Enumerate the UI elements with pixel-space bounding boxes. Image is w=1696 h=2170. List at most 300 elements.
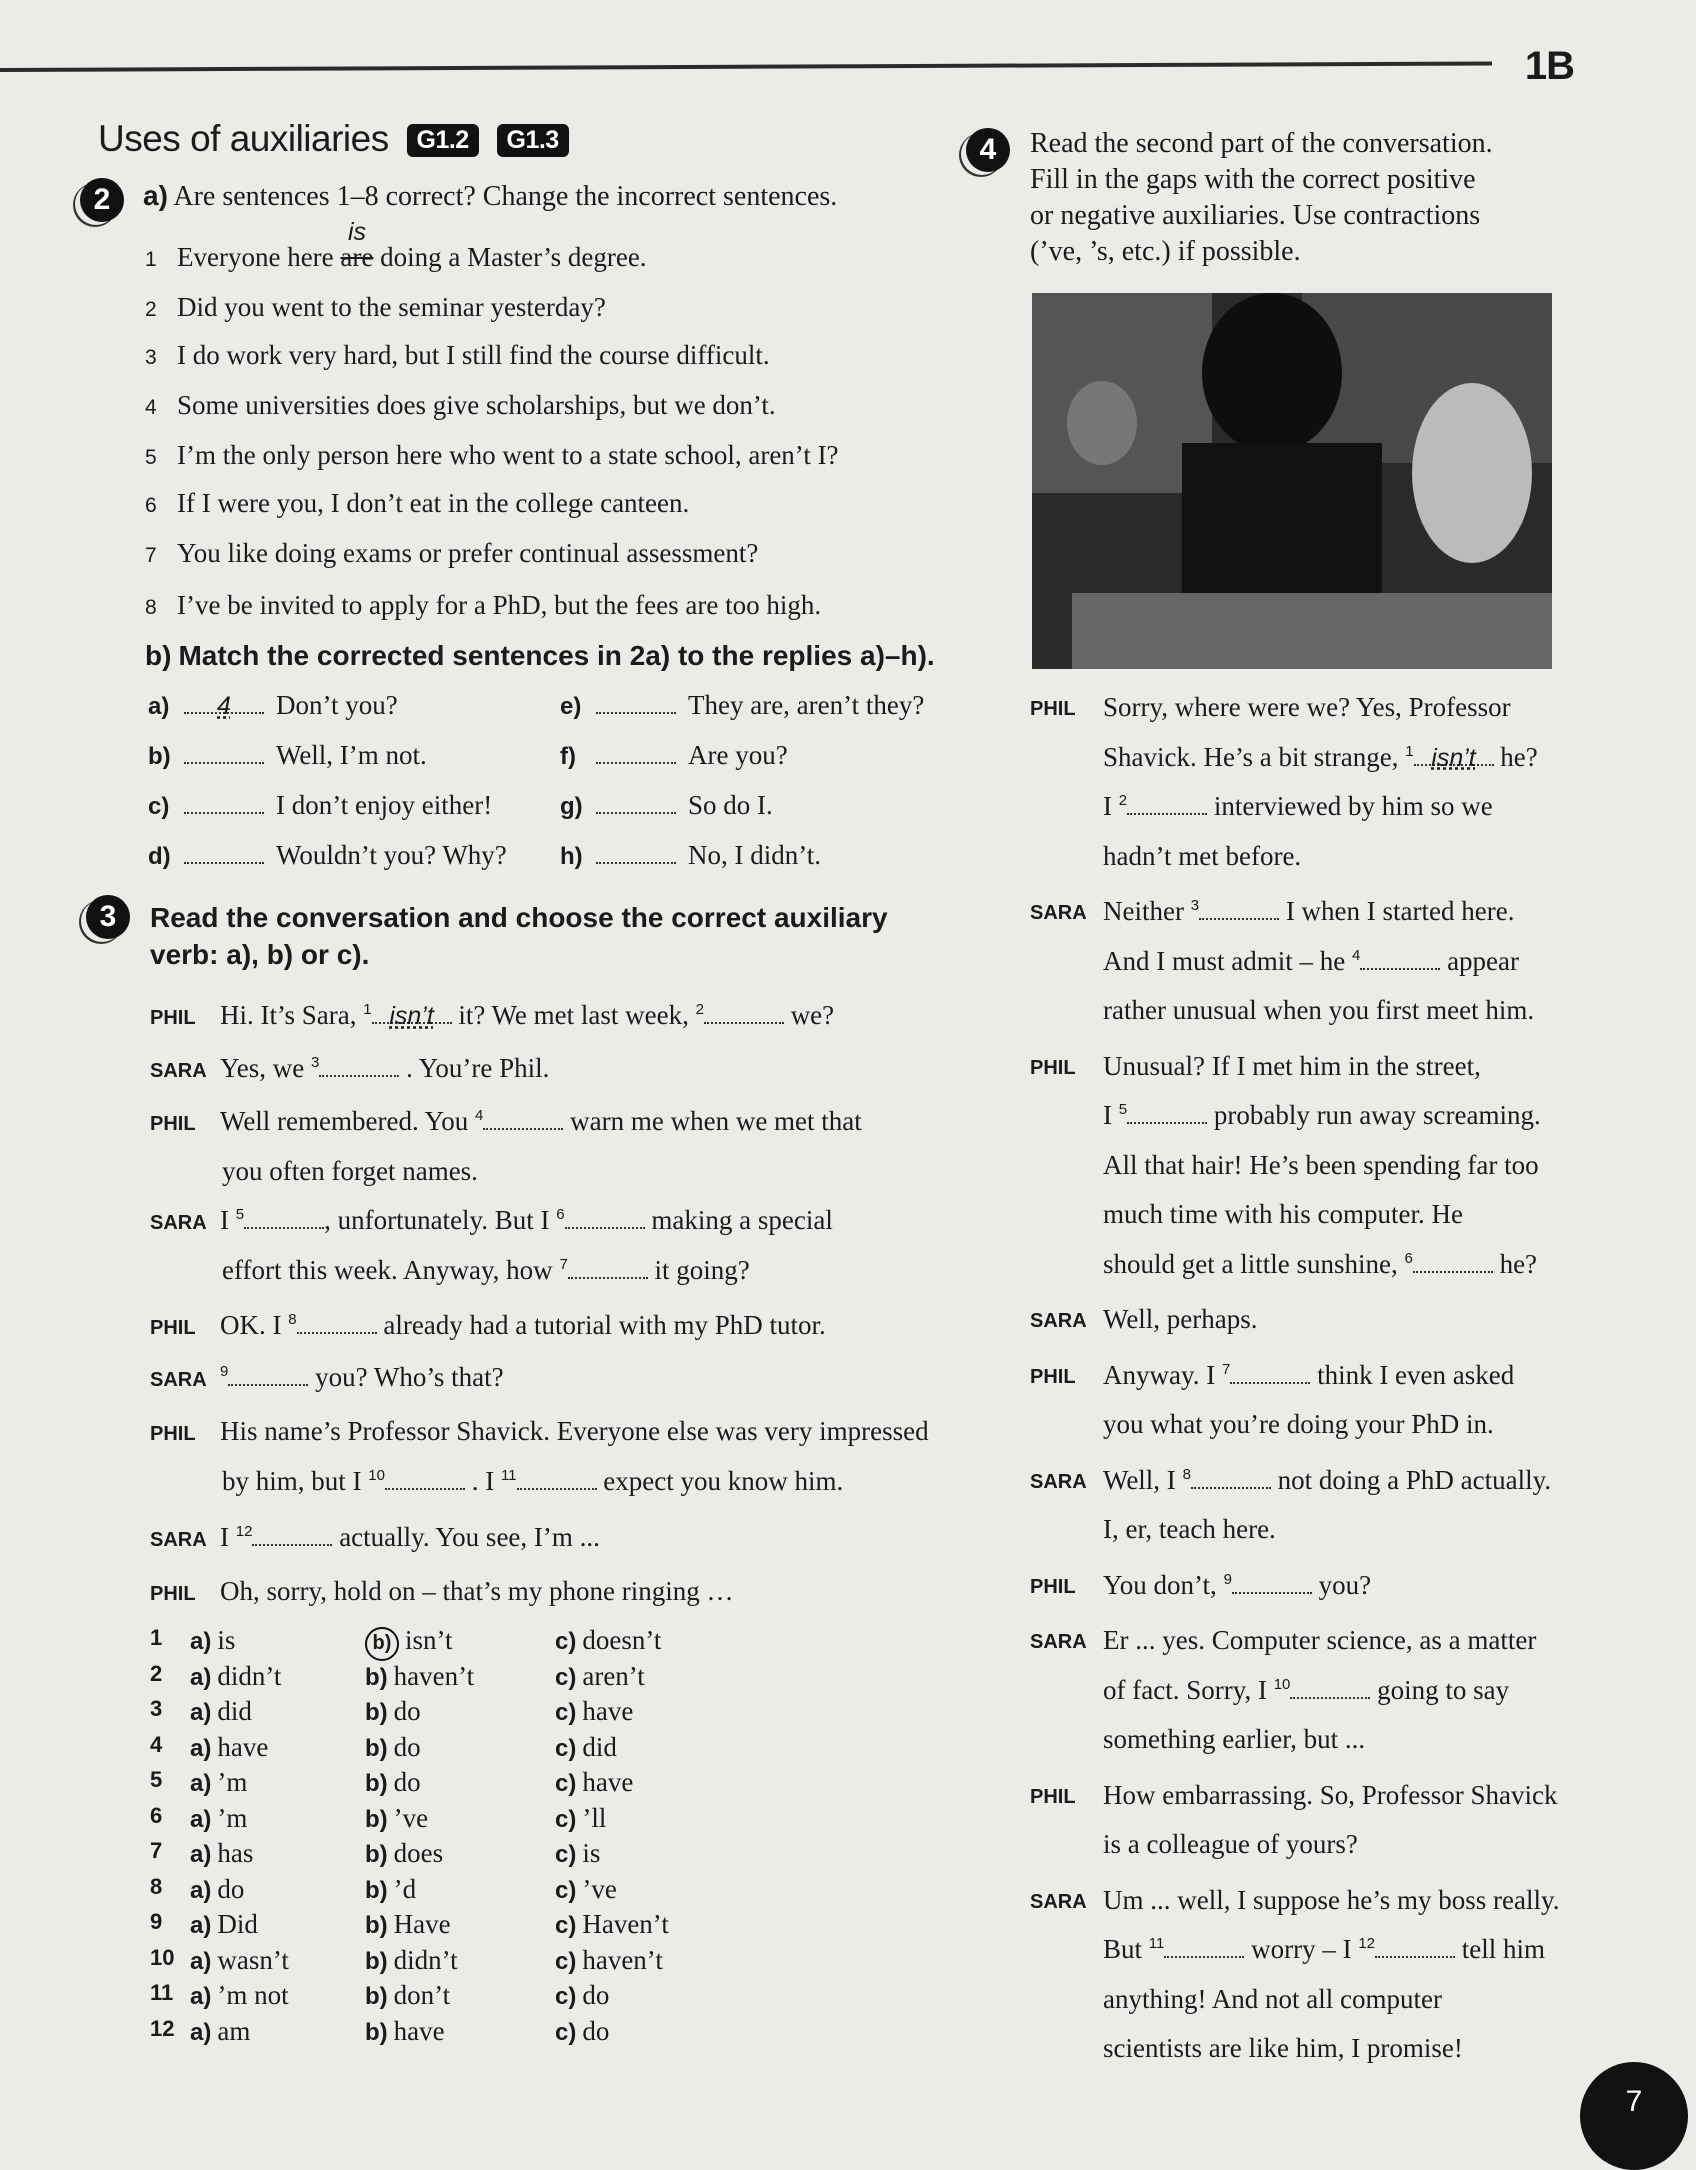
speaker-label: PHIL (150, 1423, 196, 1445)
option-a[interactable] (190, 1767, 247, 1798)
option-letter: b) (365, 1734, 388, 1762)
ex4-instruction-line: Read the second part of the conversation. (1030, 128, 1493, 159)
speaker-label: PHIL (1030, 1365, 1076, 1388)
dialogue-text: . You’re Phil. (399, 1053, 550, 1083)
reply-item (148, 840, 507, 871)
option-number: 4 (150, 1731, 163, 1757)
option-a[interactable] (190, 1661, 281, 1692)
option-letter: b) (365, 1663, 388, 1691)
answer-gap[interactable] (568, 1255, 648, 1279)
exercise-3-number: 3 (86, 895, 130, 939)
option-a[interactable] (190, 1980, 289, 2011)
option-b[interactable] (365, 1945, 458, 1976)
gap-number: 5 (1118, 1101, 1128, 1118)
dialogue-text: he? (1493, 741, 1538, 772)
option-text: do (393, 1696, 421, 1726)
option-text: do (217, 1873, 245, 1904)
answer-gap[interactable] (1290, 1675, 1370, 1699)
dialogue-text: effort this week. Anyway, how (222, 1255, 560, 1285)
sentence-number: 7 (145, 544, 157, 567)
dialogue-line (1103, 1724, 1365, 1755)
dialogue-text: much time with his computer. He (1103, 1199, 1463, 1229)
dialogue-text: he? (1492, 1248, 1538, 1279)
reply-item (560, 690, 924, 721)
option-c[interactable] (555, 1661, 645, 1692)
reply-text: I don’t enjoy either! (276, 790, 493, 820)
speaker-label: SARA (1030, 1890, 1087, 1913)
gap-number: 2 (695, 1001, 704, 1018)
option-letter: b) (365, 1699, 388, 1726)
option-text: haven’t (393, 1660, 475, 1691)
gap-number: 9 (1223, 1570, 1232, 1588)
gap-number: 7 (1221, 1360, 1231, 1378)
dialogue-line (1103, 1199, 1463, 1230)
option-c[interactable] (555, 1945, 663, 1976)
option-letter: a) (190, 1699, 212, 1726)
dialogue-text: already had a tutorial with my PhD tutor. (376, 1310, 826, 1340)
option-text: Did (217, 1909, 258, 1939)
answer-gap[interactable] (1232, 1570, 1312, 1594)
option-text: wasn’t (217, 1944, 289, 1975)
option-number: 6 (150, 1802, 163, 1828)
option-a[interactable] (190, 1696, 252, 1727)
option-letter: a) (190, 1734, 212, 1762)
option-text: have (393, 2015, 445, 2046)
dialogue-line (1103, 1100, 1541, 1131)
answer-gap[interactable] (1375, 1934, 1455, 1958)
dialogue-text: All that hair! He’s been spending far too (1103, 1149, 1539, 1180)
grammar-ref-badge-1: G1.2 (407, 124, 479, 157)
dialogue-text: you? (1311, 1569, 1372, 1600)
reply-letter: d) (148, 843, 171, 870)
gap-number: 10 (1273, 1675, 1291, 1693)
dialogue-line (1103, 1360, 1514, 1391)
option-a[interactable] (190, 1945, 289, 1976)
option-b[interactable] (365, 1838, 443, 1869)
dialogue-line (1103, 1051, 1481, 1082)
dialogue-text: you? Who’s that? (308, 1362, 504, 1392)
dialogue-text: tell him (1455, 1934, 1546, 1964)
option-number: 1 (150, 1625, 163, 1650)
dialogue-text: should get a little sunshine, (1103, 1248, 1405, 1279)
option-c[interactable] (555, 1909, 669, 1940)
dialogue-text: Well, perhaps. (1103, 1304, 1258, 1334)
option-text: aren’t (582, 1660, 645, 1691)
gap-number: 12 (1358, 1935, 1376, 1952)
option-number: 2 (150, 1660, 163, 1686)
dialogue-line (1103, 995, 1534, 1026)
option-b[interactable] (365, 1732, 421, 1763)
option-text: Have (393, 1909, 451, 1939)
answer-gap[interactable] (517, 1466, 597, 1490)
speaker-label: PHIL (1030, 698, 1076, 720)
reply-text: They are, aren’t they? (688, 690, 925, 720)
option-letter: a) (190, 1805, 212, 1833)
dialogue-line (1103, 1625, 1536, 1656)
dialogue-text: Well remembered. You (220, 1106, 476, 1136)
reply-text: No, I didn’t. (688, 840, 821, 870)
dialogue-line (1103, 1885, 1559, 1916)
dialogue-text: But (1103, 1934, 1149, 1964)
option-number: 11 (150, 1980, 174, 2005)
dialogue-line (150, 1362, 504, 1393)
option-c[interactable] (555, 1696, 633, 1727)
speaker-label: PHIL (1030, 1785, 1076, 1808)
option-b[interactable] (365, 1661, 474, 1692)
option-b[interactable] (365, 1625, 453, 1661)
option-letter: c) (555, 1983, 577, 2010)
answer-gap[interactable] (385, 1466, 465, 1490)
answer-gap[interactable] (1127, 791, 1207, 815)
answer-gap[interactable] (596, 840, 676, 864)
sentence-text: Did you went to the seminar yesterday? (177, 292, 606, 322)
dialogue-line (1103, 1465, 1551, 1496)
reply-text: Are you? (688, 740, 788, 770)
dialogue-line (1103, 692, 1511, 723)
gap-number: 6 (1404, 1249, 1413, 1267)
dialogue-text: something earlier, but ... (1103, 1724, 1366, 1754)
dialogue-line (150, 1053, 549, 1084)
reply-item (560, 740, 788, 771)
option-text: ’ve (582, 1873, 617, 1904)
gap-number: 12 (235, 1523, 253, 1540)
answer-gap[interactable] (596, 690, 676, 714)
ex3-instruction (150, 900, 930, 974)
option-letter: a) (190, 1770, 212, 1797)
answer-gap[interactable] (596, 790, 676, 814)
dialogue-line (1103, 1570, 1371, 1601)
ex2-sentence (145, 340, 770, 371)
answer-gap[interactable] (483, 1106, 563, 1130)
dialogue-text: His name’s Professor Shavick. Everyone else was very impressed (220, 1416, 929, 1446)
dialogue-text: making a special (644, 1205, 833, 1235)
sentence-number: 2 (145, 298, 157, 321)
option-text: doesn’t (582, 1625, 662, 1655)
dialogue-line (1103, 2033, 1463, 2064)
option-text: haven’t (582, 1944, 663, 1975)
option-number: 5 (150, 1767, 163, 1792)
sentence-text: You like doing exams or prefer continual assessment? (177, 538, 759, 568)
option-c[interactable] (555, 1803, 606, 1834)
option-b[interactable] (365, 1909, 451, 1940)
dialogue-text: interviewed by him so we (1207, 791, 1493, 821)
option-a[interactable] (190, 1838, 253, 1869)
option-c[interactable] (555, 1838, 600, 1869)
answer-gap[interactable] (184, 690, 264, 720)
answer-gap[interactable] (1230, 1360, 1310, 1384)
option-text: is (582, 1838, 601, 1868)
answer-gap[interactable] (184, 740, 264, 764)
dialogue-line (1103, 1514, 1276, 1545)
dialogue-line (1103, 1409, 1494, 1440)
answer-gap[interactable] (565, 1205, 645, 1229)
reply-letter: a) (148, 693, 170, 720)
option-b[interactable] (365, 1803, 428, 1834)
option-text: do (582, 2015, 610, 2046)
dialogue-text: it going? (647, 1255, 750, 1285)
dialogue-line (150, 1310, 826, 1341)
answer-gap[interactable] (704, 1000, 784, 1024)
option-b[interactable] (365, 1696, 421, 1727)
dialogue-line (150, 1205, 833, 1236)
dialogue-line (150, 1106, 862, 1137)
exercise-4-number: 4 (966, 128, 1010, 172)
gap-number: 9 (220, 1363, 229, 1380)
ex4-instruction-line: Fill in the gaps with the correct positive (1030, 164, 1476, 195)
answer-gap[interactable] (1127, 1100, 1207, 1124)
dialogue-text: expect you know him. (596, 1466, 844, 1496)
option-c[interactable] (555, 1732, 617, 1763)
answer-gap[interactable] (228, 1362, 308, 1386)
ex2-sentence (145, 390, 776, 421)
option-letter: c) (555, 1699, 577, 1726)
reply-text: So do I. (688, 790, 773, 820)
ex2-sentence-1 (145, 242, 647, 273)
exercise-2-number: 2 (80, 178, 124, 222)
dialogue-text: Er ... yes. Computer science, as a matter (1103, 1625, 1537, 1655)
answer-gap[interactable] (372, 1000, 452, 1030)
option-text: isn’t (405, 1625, 453, 1655)
ex2-sentence (145, 538, 758, 569)
answer-gap[interactable] (1164, 1934, 1244, 1958)
dialogue-text: I (1103, 1100, 1119, 1130)
option-letter: a) (190, 1628, 212, 1655)
gap-number: 5 (235, 1206, 245, 1223)
speaker-label: PHIL (150, 1317, 196, 1339)
option-text: do (393, 1731, 421, 1762)
speaker-label: SARA (1030, 1631, 1087, 1653)
sentence-number: 4 (145, 396, 157, 419)
dialogue-text: . I (464, 1466, 501, 1496)
dialogue-text: scientists are like him, I promise! (1103, 2033, 1463, 2063)
option-text: is (217, 1625, 236, 1655)
struck-word: are (340, 242, 374, 272)
speaker-label: PHIL (150, 1113, 196, 1135)
answer-gap[interactable] (1191, 1465, 1271, 1489)
option-text: did (217, 1696, 252, 1726)
dialogue-text: warn me when we met that (563, 1106, 862, 1136)
sentence-number: 8 (145, 596, 157, 619)
gap-number: 1 (363, 1001, 372, 1018)
ex2-sentence (145, 440, 839, 471)
option-letter: c) (555, 1628, 577, 1655)
dialogue-text: not doing a PhD actually. (1270, 1464, 1552, 1495)
dialogue-text: Neither (1103, 896, 1191, 926)
answer-gap[interactable] (1199, 896, 1279, 920)
option-letter: b) (365, 1983, 388, 2010)
ex2-part-b-instruction (145, 638, 935, 675)
option-text: ’m not (217, 1980, 289, 2010)
reply-letter: b) (148, 743, 171, 770)
gap-number: 4 (1351, 946, 1361, 964)
speaker-label: SARA (1030, 1470, 1087, 1493)
ex2-part-b-label: b) (145, 640, 172, 671)
option-text: ’d (393, 1873, 417, 1904)
option-letter: a) (190, 1912, 212, 1939)
dialogue-text: I when I started here. (1279, 896, 1515, 926)
option-text: didn’t (393, 1944, 458, 1975)
reply-item (560, 840, 821, 871)
dialogue-text: anything! And not all computer (1103, 1983, 1442, 2014)
gap-number: 4 (475, 1107, 484, 1124)
dialogue-text: we? (783, 1000, 835, 1030)
dialogue-text: Yes, we (220, 1053, 312, 1083)
option-a[interactable] (190, 1909, 258, 1940)
option-letter: a) (190, 1841, 212, 1868)
sentence-text: Some universities does give scholarships, but we don’t. (177, 390, 776, 420)
speaker-label: SARA (1030, 1310, 1087, 1332)
answer-gap[interactable] (297, 1310, 377, 1334)
option-text: does (393, 1838, 444, 1868)
dialogue-line (150, 1522, 600, 1553)
option-number: 10 (150, 1944, 175, 1970)
answer-gap[interactable] (1413, 1249, 1493, 1273)
dialogue-text: You don’t, (1103, 1569, 1224, 1600)
speaker-label: SARA (1030, 902, 1087, 924)
option-a[interactable] (190, 1803, 247, 1834)
option-letter: a) (190, 1876, 212, 1904)
option-number: 9 (150, 1909, 163, 1934)
dialogue-line (1103, 742, 1538, 773)
dialogue-line (1103, 896, 1514, 927)
option-c[interactable] (555, 1980, 609, 2011)
answer-gap[interactable] (1414, 742, 1494, 772)
answer-gap[interactable] (184, 840, 264, 864)
option-letter: c) (555, 1770, 577, 1797)
ex2-part-a-text: Are sentences 1–8 correct? Change the incorrect sentences. (173, 181, 838, 212)
dialogue-text: Anyway. I (1103, 1359, 1222, 1390)
ex4-instruction (1030, 126, 1493, 270)
dialogue-text: Oh, sorry, hold on – that’s my phone ringing … (220, 1576, 734, 1606)
option-letter: b) (365, 1841, 388, 1868)
option-a[interactable] (190, 2016, 250, 2047)
option-letter: b) (365, 2018, 388, 2046)
option-b[interactable] (365, 1767, 421, 1798)
reply-text: Don’t you? (276, 690, 398, 720)
ex2-part-b-text: to the replies a)–h). (670, 640, 935, 671)
sentence-number: 3 (145, 346, 157, 369)
gap-number: 2 (1118, 792, 1128, 809)
ex3-instruction-text: Read the conversation and choose the correct auxiliary verb: a), b) or c). (150, 902, 888, 970)
option-text: ’m (217, 1802, 248, 1833)
dialogue-line (1103, 1780, 1557, 1811)
option-text: did (582, 1731, 617, 1762)
option-a[interactable] (190, 1625, 235, 1656)
reply-letter: e) (560, 693, 582, 720)
answer-gap[interactable] (1360, 946, 1440, 970)
ex4-instruction-line: or negative auxiliaries. Use contractions (1030, 200, 1481, 231)
dialogue-text: worry – I (1244, 1934, 1359, 1964)
reply-item (148, 740, 427, 771)
option-number: 8 (150, 1873, 163, 1899)
option-c[interactable] (555, 1767, 633, 1798)
reply-item (148, 790, 492, 821)
option-letter: c) (555, 1876, 577, 1904)
dialogue-text: probably run away screaming. (1207, 1100, 1541, 1130)
dialogue-text: going to say (1370, 1674, 1510, 1705)
option-text: have (582, 1767, 634, 1797)
dialogue-line (1103, 946, 1519, 977)
sentence-text: doing a Master’s degree. (373, 242, 647, 272)
unit-code: 1B (1524, 44, 1574, 88)
ex2-part-b-ref: 2a) (629, 640, 671, 671)
dialogue-text: I (1103, 791, 1119, 821)
speaker-label: SARA (150, 1369, 207, 1391)
answer-gap[interactable] (319, 1053, 399, 1077)
option-letter: b) (365, 1770, 388, 1797)
dialogue-continuation: you often forget names. (222, 1156, 478, 1186)
dialogue-text: Well, I (1103, 1464, 1183, 1495)
gap-number: 11 (500, 1467, 517, 1484)
reply-text: Well, I’m not. (276, 740, 427, 770)
speaker-label: SARA (150, 1529, 207, 1551)
ex2-part-b-text: Match the corrected sentences in (178, 640, 630, 671)
option-number: 12 (150, 2015, 175, 2041)
option-letter: a) (190, 2018, 212, 2046)
ex2-sentence (145, 488, 689, 519)
dialogue-line (150, 1416, 929, 1447)
dialogue-text: Sorry, where were we? Yes, Professor (1103, 692, 1511, 722)
option-b[interactable] (365, 1874, 416, 1905)
dialogue-text: rather unusual when you first meet him. (1103, 995, 1535, 1025)
sentence-text: If I were you, I don’t eat in the college canteen. (177, 488, 690, 518)
reply-item (148, 690, 398, 721)
sentence-number: 5 (145, 446, 157, 469)
option-a[interactable] (190, 1874, 244, 1905)
option-letter: c) (555, 1912, 577, 1939)
dialogue-line (150, 1576, 733, 1607)
dialogue-text: actually. You see, I’m ... (332, 1522, 600, 1552)
option-text: ’ve (393, 1802, 429, 1833)
grammar-ref-badge-2: G1.3 (497, 124, 569, 157)
reply-letter: g) (560, 793, 583, 820)
dialogue-text: I (220, 1522, 236, 1552)
reply-item (560, 790, 773, 821)
option-text: ’m (217, 1767, 248, 1797)
section-title-text: Uses of auxiliaries (98, 118, 389, 159)
option-c[interactable] (555, 2016, 609, 2047)
dialogue-text: is a colleague of yours? (1103, 1829, 1358, 1859)
speaker-label: PHIL (1030, 1575, 1076, 1598)
dialogue-text: you what you’re doing your PhD in. (1103, 1409, 1494, 1439)
dialogue-text: by him, but I (222, 1466, 369, 1496)
option-letter: a) (190, 1947, 212, 1975)
answer-gap[interactable] (184, 790, 264, 814)
option-text: have (217, 1731, 269, 1762)
dialogue-text: of fact. Sorry, I (1103, 1674, 1274, 1705)
option-letter: c) (555, 1663, 577, 1691)
answer-gap[interactable] (244, 1205, 324, 1229)
option-c[interactable] (555, 1625, 661, 1656)
dialogue-line (1103, 1150, 1539, 1181)
dialogue-continuation (222, 1466, 843, 1497)
dialogue-line (1103, 841, 1301, 872)
option-letter: b) (365, 1876, 388, 1904)
option-a[interactable] (190, 1732, 268, 1763)
section-title (98, 118, 569, 160)
answer-gap[interactable] (596, 740, 676, 764)
option-c[interactable] (555, 1874, 617, 1905)
dialogue-line (1103, 1829, 1358, 1860)
option-b[interactable] (365, 1980, 450, 2011)
ex4-instruction-line: (’ve, ’s, etc.) if possible. (1030, 236, 1301, 267)
option-b[interactable] (365, 2016, 445, 2047)
gap-number: 7 (559, 1256, 568, 1273)
dialogue-line (1103, 1984, 1442, 2015)
dialogue-text: , unfortunately. But I (324, 1205, 557, 1235)
reply-letter: c) (148, 793, 170, 820)
answer-gap[interactable] (252, 1522, 332, 1546)
